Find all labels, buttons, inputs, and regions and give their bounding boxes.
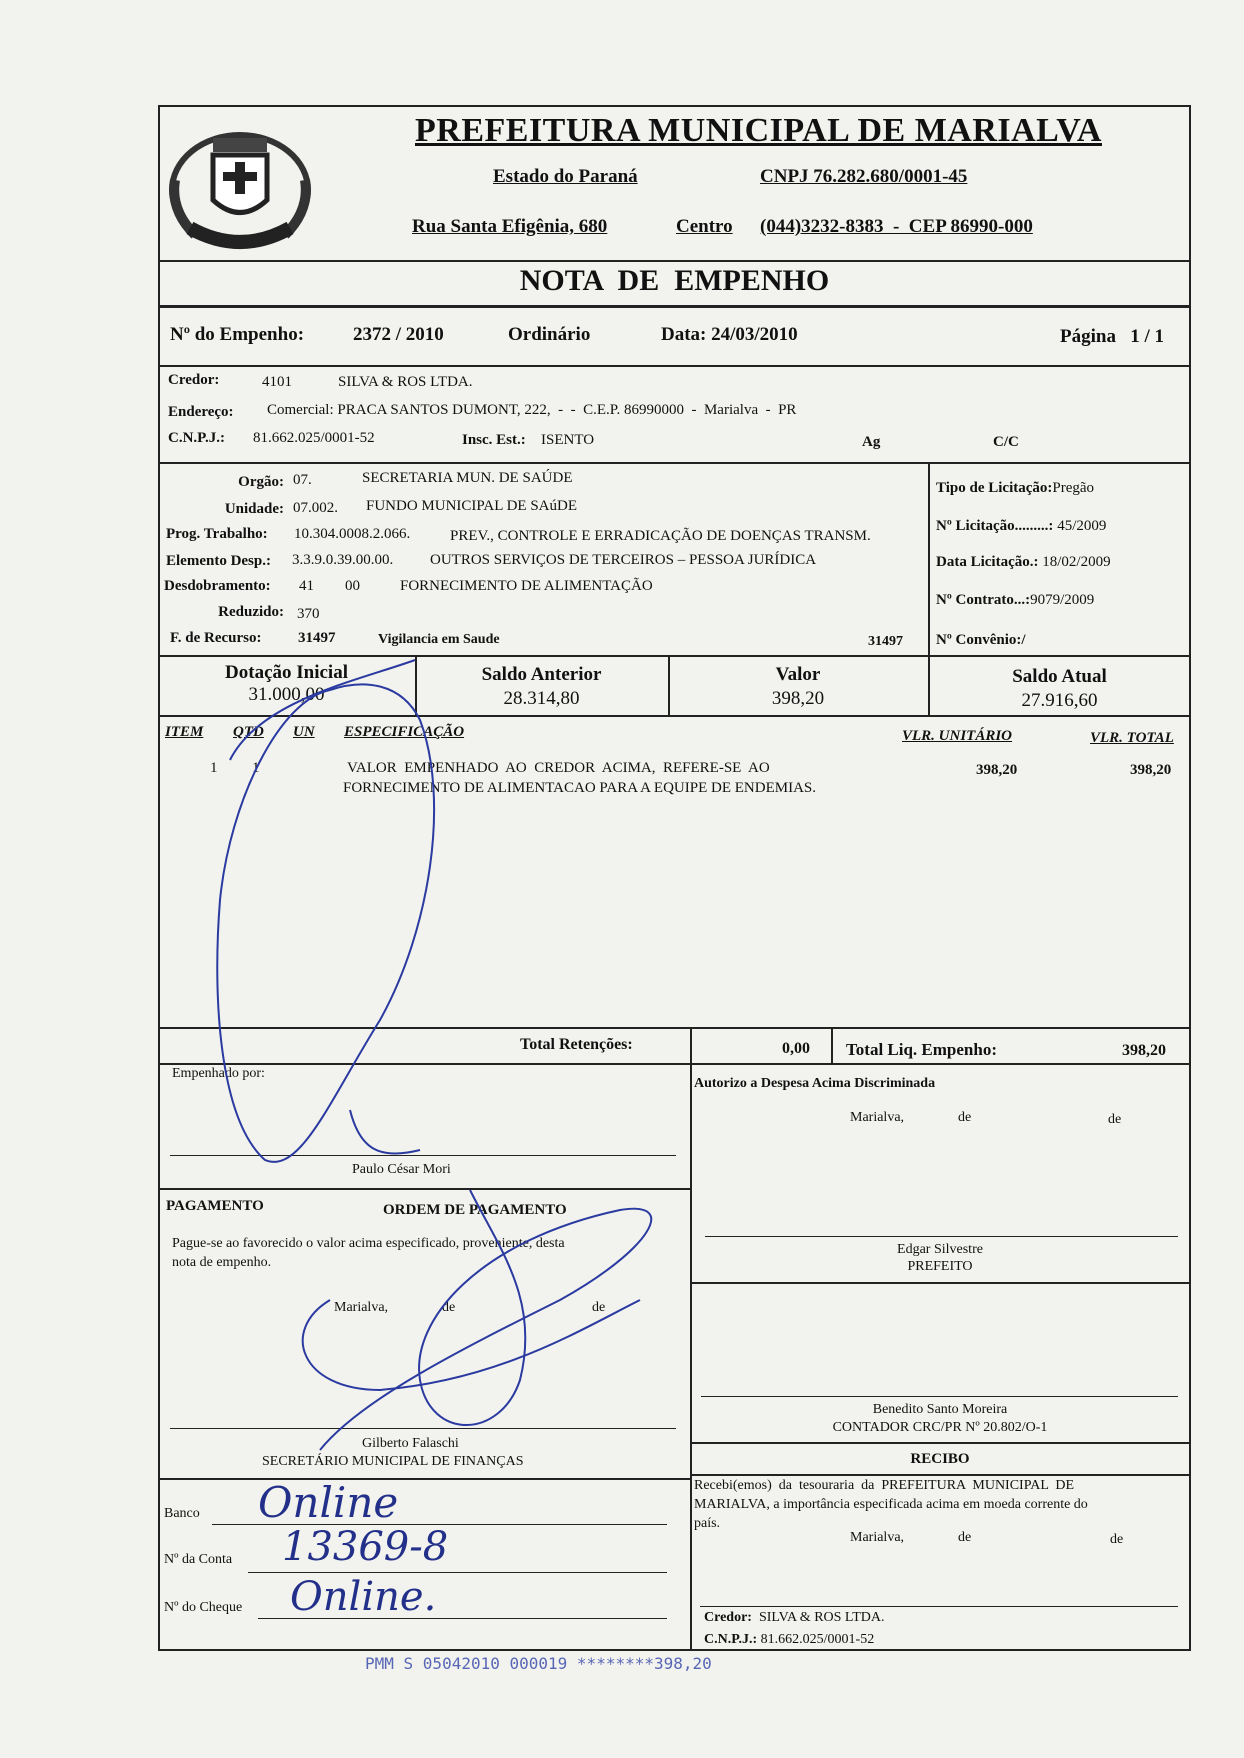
divider [158,655,1191,657]
divider [158,365,1191,367]
pague-line-1: Pague-se ao favorecido o valor acima especificado, proveniente, desta [172,1236,565,1251]
liquido-value: 398,20 [1122,1042,1166,1059]
pagamento-label: PAGAMENTO [166,1198,264,1214]
de-left-1: de [442,1300,456,1315]
recurso-name: Vigilancia em Saude [378,632,500,647]
credor-name: SILVA & ROS LTDA. [338,374,473,390]
recurso-label: F. de Recurso: [170,630,262,646]
prog-label: Prog. Trabalho: [166,526,268,542]
insc-label: Insc. Est.: [462,432,526,448]
autorizo-label: Autorizo a Despesa Acima Discriminada [694,1076,936,1091]
prog-name: PREV., CONTROLE E ERRADICAÇÃO DE DOENÇAS TRANSM. [450,528,871,544]
licitacao-tipo-value: Pregão [1052,480,1095,496]
contador-name: Benedito Santo Moreira [872,1402,1008,1417]
recibo-credor-label: Credor: [704,1610,752,1625]
elemento-code: 3.3.9.0.39.00.00. [292,552,394,568]
item-header: ITEM [165,724,204,740]
signature-line [700,1606,1178,1607]
licitacao-contrato-label: Nº Contrato...: [936,592,1031,608]
machine-stamp: PMM S 05042010 000019 ********398,20 [365,1654,712,1673]
recibo-title: RECIBO [910,1451,970,1467]
licitacao-tipo-label: Tipo de Licitação: [936,480,1053,496]
ordem-label: ORDEM DE PAGAMENTO [383,1202,567,1218]
item-total: 398,20 [1130,762,1172,778]
spec-header: ESPECIFICAÇÃO [344,724,465,740]
desdobramento-sub: 00 [345,578,360,594]
credor-label: Credor: [168,372,220,388]
divider [690,1027,692,1063]
saldo-anterior-label: Saldo Anterior [481,664,602,685]
licitacao-num-value: 45/2009 [1057,518,1107,534]
orgao-name: SECRETARIA MUN. DE SAÚDE [362,470,573,486]
divider [690,1282,1191,1284]
orgao-code: 07. [293,472,312,488]
de-left-2: de [592,1300,606,1315]
saldo-atual-value: 27.916,60 [1021,690,1098,711]
unit-price-header: VLR. UNITÁRIO [902,728,1013,744]
reduzido-label: Reduzido: [218,604,284,620]
retencoes-value: 0,00 [782,1040,810,1057]
agency-label: Ag [862,434,881,450]
item-number: 1 [210,760,218,776]
qtd-header: QTD [233,724,264,740]
empenho-label: Nº do Empenho: [170,324,305,345]
orgao-label: Orgão: [238,474,284,490]
address-label: Endereço: [168,404,234,420]
cheque-handwritten: Online. [290,1574,437,1620]
recibo-line-3: país. [694,1516,721,1531]
conta-line [248,1572,667,1573]
cnpj-label: C.N.P.J.: [168,430,225,446]
divider [158,1478,690,1480]
divider [690,1474,1191,1476]
signer-gilberto-role: SECRETÁRIO MUNICIPAL DE FINANÇAS [262,1454,524,1469]
coat-of-arms-icon [165,110,315,255]
divider [158,1027,1191,1029]
credor-cnpj: 81.662.025/0001-52 [253,430,375,446]
recurso-code-2: 31497 [868,634,903,649]
insc-value: ISENTO [541,432,595,448]
liquido-label: Total Liq. Empenho: [846,1040,997,1059]
recibo-credor-name: SILVA & ROS LTDA. [758,1610,885,1625]
desdobramento-name: FORNECIMENTO DE ALIMENTAÇÃO [400,578,653,594]
credor-code: 4101 [262,374,292,390]
retencoes-label: Total Retenções: [520,1036,633,1053]
divider [158,1063,1191,1065]
valor-value: 398,20 [771,688,825,709]
de-recibo-1: de [958,1530,972,1545]
divider [158,1188,690,1190]
de-right-2: de [1108,1112,1122,1127]
licitacao-convenio: Nº Convênio:/ [936,632,1026,648]
item-unit-price: 398,20 [976,762,1018,778]
desdobramento-code: 41 [299,578,314,594]
spec-line-1: VALOR EMPENHADO AO CREDOR ACIMA, REFERE-SE AO [347,760,770,776]
recibo-line-2: MARIALVA, a importância especificada acima em moeda corrente do [694,1497,1088,1512]
recibo-cnpj [704,1632,874,1648]
dotacao-inicial-label: Dotação Inicial [225,662,348,683]
document-title: NOTA DE EMPENHO [519,264,830,297]
licitacao-data-label: Data Licitação.: [936,554,1039,570]
marialva-right: Marialva, [850,1110,905,1125]
prefeito-role: PREFEITO [907,1259,973,1274]
prefeito-name: Edgar Silvestre [897,1242,983,1257]
signature-line [705,1236,1178,1237]
phone-cep: (044)3232-8383 - CEP 86990-000 [760,216,1033,237]
cheque-label: Nº do Cheque [164,1600,243,1615]
signature-line [701,1396,1178,1397]
signer-gilberto: Gilberto Falaschi [362,1436,459,1451]
licitacao-num [936,518,1106,535]
recibo-cnpj-value: 81.662.025/0001-52 [760,1632,875,1647]
licitacao-contrato [936,592,1094,609]
conta-label: Nº da Conta [164,1552,233,1567]
elemento-label: Elemento Desp.: [166,553,271,569]
empenho-type: Ordinário [508,324,591,345]
divider [928,462,930,655]
item-qtd: 1 [252,760,260,776]
divider [158,715,1191,717]
marialva-left: Marialva, [334,1300,389,1315]
district: Centro [676,216,733,237]
saldo-atual-label: Saldo Atual [1012,666,1107,687]
licitacao-num-label: Nº Licitação.........: [936,518,1054,534]
page-number: Página 1 / 1 [1060,326,1164,347]
dotacao-inicial-value: 31.000,00 [248,684,325,705]
recibo-line-1: Recebi(emos) da tesouraria da PREFEITURA MUNICIPAL DE [694,1478,1075,1493]
empenho-date: Data: 24/03/2010 [661,324,798,345]
recibo-credor [704,1610,884,1626]
divider [158,260,1191,262]
licitacao-tipo [936,480,1094,497]
un-header: UN [293,724,315,740]
unidade-code: 07.002. [293,500,338,516]
signature-line [170,1155,676,1156]
divider [690,1442,1191,1444]
total-price-header: VLR. TOTAL [1090,730,1174,746]
page-title: PREFEITURA MUNICIPAL DE MARIALVA [415,112,1102,149]
divider [158,305,1191,308]
recibo-cnpj-label: C.N.P.J.: [704,1632,758,1647]
unidade-name: FUNDO MUNICIPAL DE SAúDE [366,498,577,514]
licitacao-data [936,554,1111,571]
prog-code: 10.304.0008.2.066. [294,526,411,542]
recurso-code: 31497 [298,630,336,646]
state: Estado do Paraná [493,166,638,187]
reduzido-value: 370 [297,606,320,622]
banco-label: Banco [164,1506,200,1521]
licitacao-contrato-value: 9079/2009 [1030,592,1095,608]
desdobramento-label: Desdobramento: [164,578,271,594]
signature-line [170,1428,676,1429]
contador-role: CONTADOR CRC/PR Nº 20.802/O-1 [832,1420,1048,1435]
de-right-1: de [958,1110,972,1125]
account-label: C/C [993,434,1019,450]
empenhado-label: Empenhado por: [172,1066,265,1081]
street: Rua Santa Efigênia, 680 [412,216,608,237]
cnpj: CNPJ 76.282.680/0001-45 [760,166,968,187]
valor-label: Valor [775,664,821,685]
licitacao-data-value: 18/02/2009 [1042,554,1111,570]
signer-paulo: Paulo César Mori [352,1162,451,1177]
divider [690,1063,692,1651]
marialva-recibo: Marialva, [850,1530,905,1545]
unidade-label: Unidade: [224,501,284,517]
address: Comercial: PRACA SANTOS DUMONT, 222, - - C.E.P. 86990000 - Marialva - PR [267,402,797,418]
saldo-anterior-value: 28.314,80 [503,688,580,709]
divider [831,1027,833,1063]
elemento-name: OUTROS SERVIÇOS DE TERCEIROS – PESSOA JURÍDICA [430,552,817,568]
empenho-number: 2372 / 2010 [353,324,444,345]
spec-line-2: FORNECIMENTO DE ALIMENTACAO PARA A EQUIPE DE ENDEMIAS. [343,780,816,796]
banco-handwritten: Online [258,1478,399,1527]
de-recibo-2: de [1110,1532,1124,1547]
conta-handwritten: 13369-8 [282,1524,449,1570]
pague-line-2: nota de empenho. [172,1255,272,1270]
divider [158,462,1191,464]
